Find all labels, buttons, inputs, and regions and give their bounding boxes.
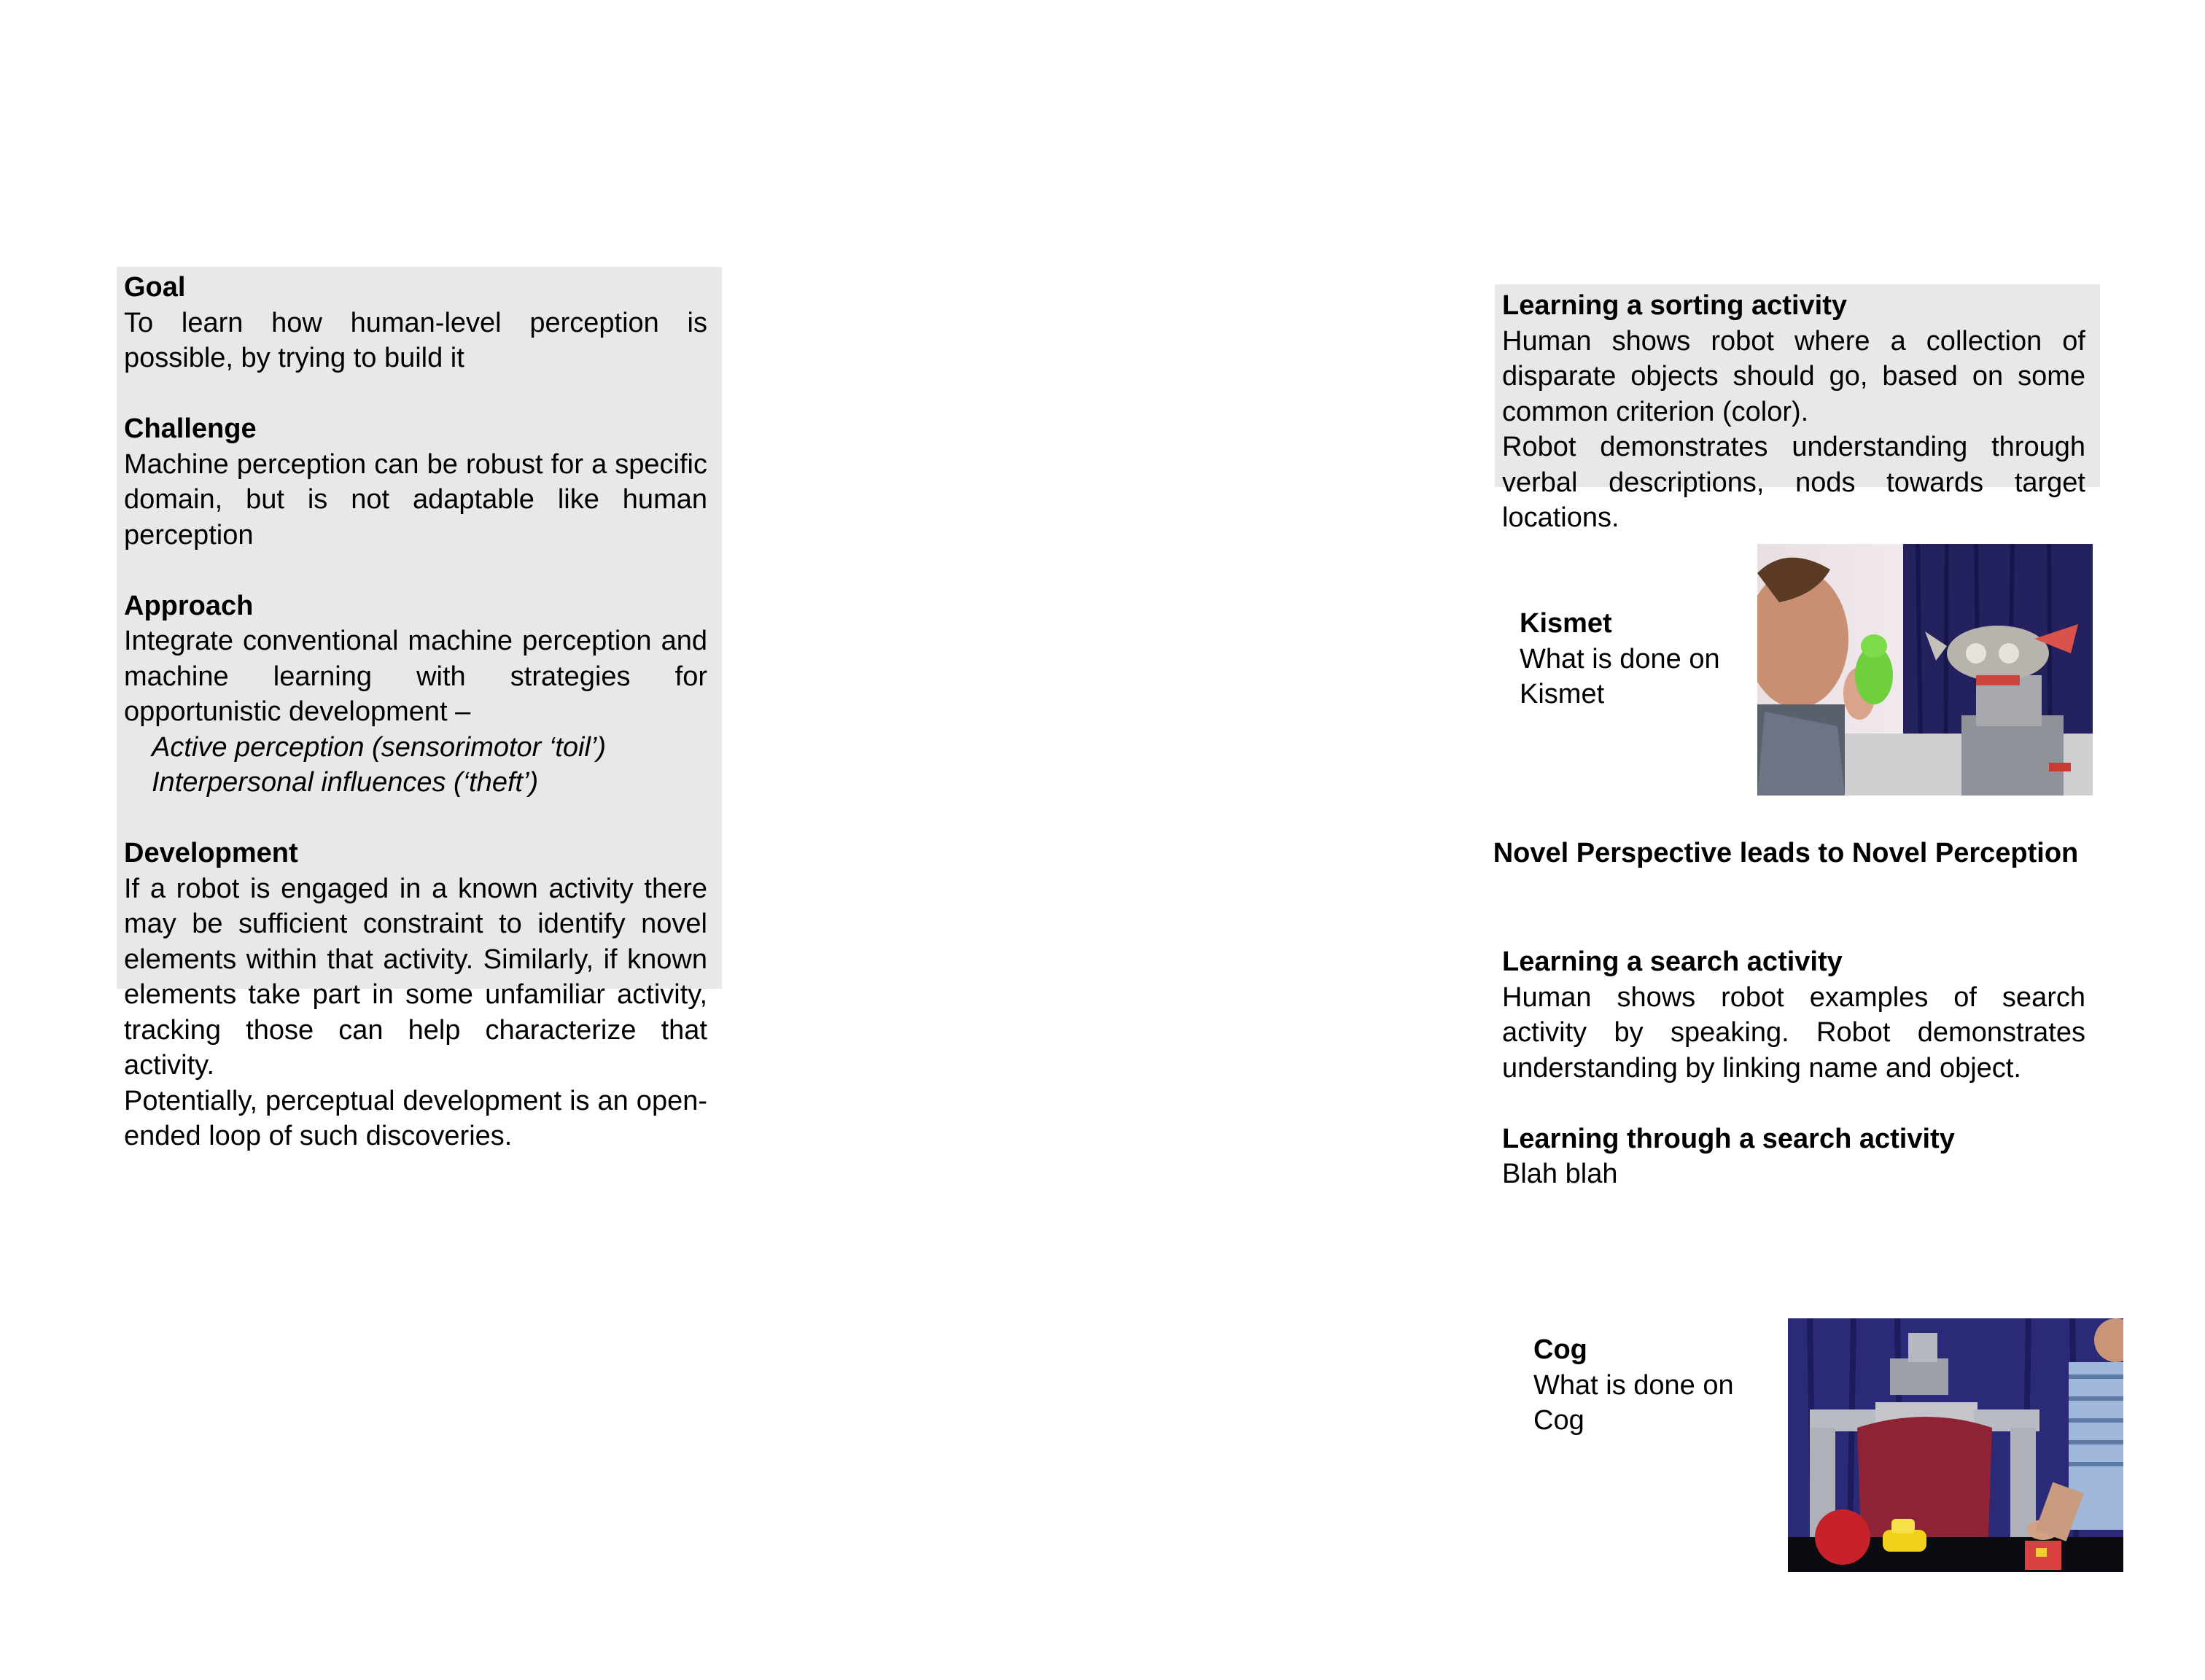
cog-photo: [1788, 1318, 2123, 1572]
left-column: [124, 270, 707, 1154]
kismet-photo: [1757, 544, 2093, 796]
sorting-text: Human shows robot where a collection of disparate objects should go, based on some common criterion (color).: [1502, 325, 2085, 427]
approach-heading: Approach: [124, 590, 254, 621]
through-search-heading: Learning through a search activity: [1502, 1123, 1955, 1154]
goal-text: To learn how human-level perception is possible, by trying to build it: [124, 307, 707, 373]
development-text-2: Potentially, perceptual development is an open-ended loop of such discoveries.: [124, 1085, 707, 1151]
development-heading: Development: [124, 838, 298, 868]
search-heading: Learning a search activity: [1502, 946, 1843, 977]
sorting-text-2: Robot demonstrates understanding through verbal descriptions, nods towards target locations.: [1502, 432, 2085, 533]
kismet-caption: [1520, 606, 1753, 712]
search-section: [1502, 944, 2085, 1192]
sorting-heading: Learning a sorting activity: [1502, 290, 1847, 321]
development-text: If a robot is engaged in a known activity there may be sufficient constraint to identify novel elements within that activity. Similarly, if known elements take part in some unfamiliar activity, tracking those can help characterize that activity.: [124, 873, 707, 1081]
cog-title: Cog: [1533, 1334, 1587, 1365]
goal-heading: Goal: [124, 272, 186, 303]
kismet-caption-text: What is done on Kismet: [1520, 643, 1720, 709]
sorting-section: [1502, 288, 2085, 536]
challenge-text: Machine perception can be robust for a specific domain, but is not adaptable like human perception: [124, 448, 707, 551]
cog-caption-text: What is done on Cog: [1533, 1369, 1734, 1436]
through-search-text: Blah blah: [1502, 1159, 1618, 1189]
approach-item-toil: Active perception (sensorimotor ‘toil’): [152, 731, 607, 763]
cog-caption: [1533, 1332, 1774, 1439]
center-title: Novel Perspective leads to Novel Perception: [1493, 838, 2079, 868]
approach-text: Integrate conventional machine perception and machine learning with strategies for opportunistic development –: [124, 626, 707, 727]
approach-item-theft: Interpersonal influences (‘theft’): [152, 767, 539, 798]
search-text: Human shows robot examples of search activity by speaking. Robot demonstrates understanding by linking name and object.: [1502, 981, 2085, 1084]
kismet-title: Kismet: [1520, 608, 1612, 639]
challenge-heading: Challenge: [124, 413, 257, 444]
